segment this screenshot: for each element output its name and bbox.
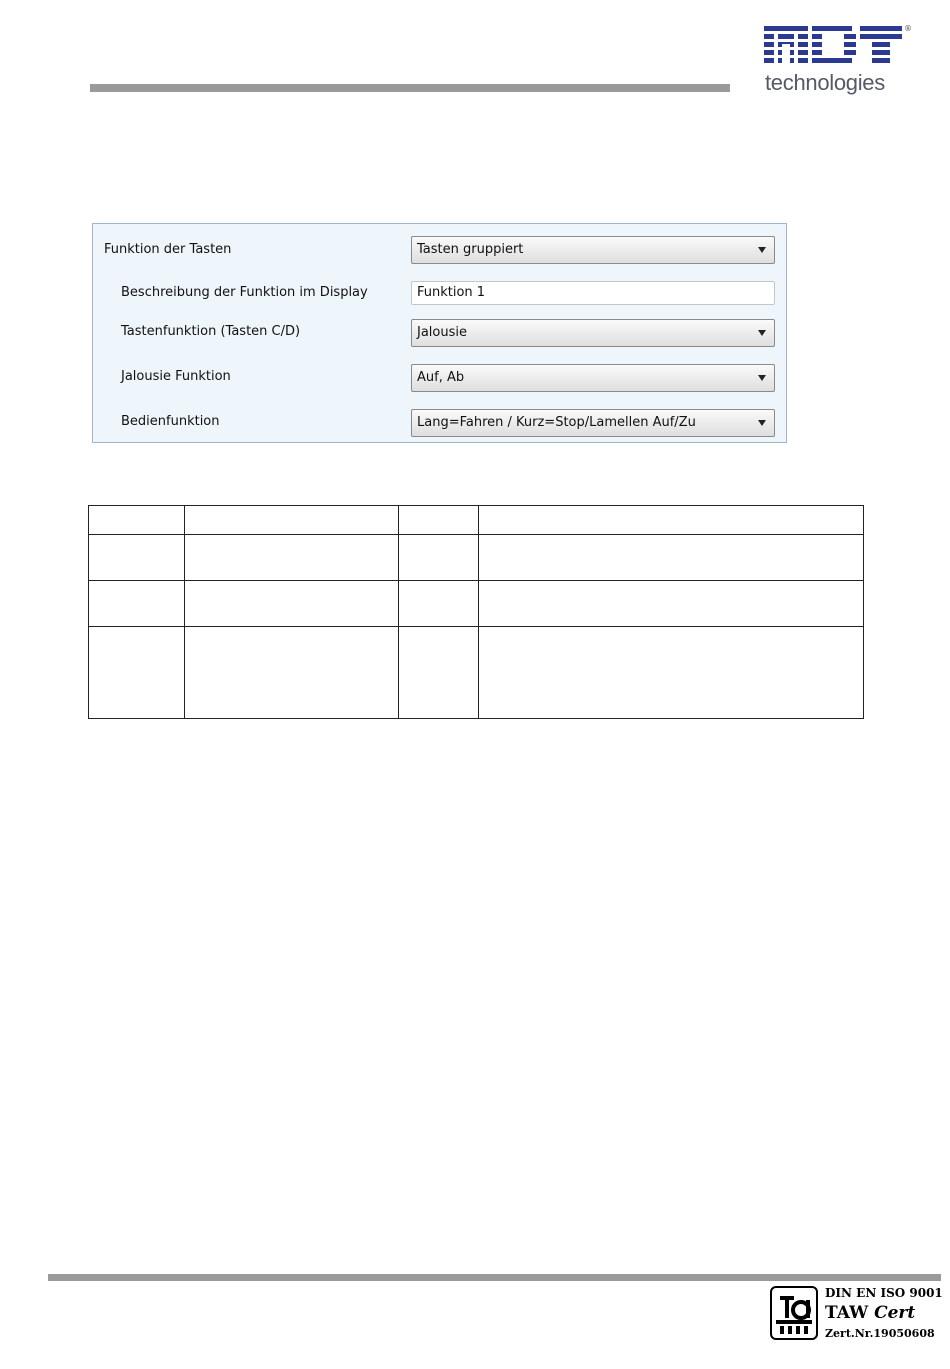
parameter-panel bbox=[92, 223, 787, 443]
table-cell bbox=[185, 506, 399, 535]
chevron-down-icon bbox=[758, 247, 766, 253]
table-cell bbox=[399, 581, 479, 627]
registered-mark: ® bbox=[904, 24, 912, 33]
table-cell bbox=[479, 581, 864, 627]
taw-seal-icon bbox=[772, 1288, 816, 1338]
table-cell bbox=[89, 581, 185, 627]
chevron-down-icon bbox=[758, 420, 766, 426]
param-label: Tastenfunktion (Tasten C/D) bbox=[121, 324, 301, 339]
jalousie-funktion-dropdown[interactable] bbox=[411, 364, 775, 392]
dropdown-value: Tasten gruppiert bbox=[417, 242, 524, 257]
param-row-tastenfunktion bbox=[93, 317, 786, 347]
param-row-funktion-der-tasten bbox=[93, 235, 786, 265]
tastenfunktion-dropdown[interactable] bbox=[411, 319, 775, 347]
param-label: Jalousie Funktion bbox=[121, 369, 231, 384]
table-cell bbox=[185, 627, 399, 719]
beschreibung-input[interactable] bbox=[411, 281, 775, 305]
table-row bbox=[89, 627, 864, 719]
chevron-down-icon bbox=[758, 375, 766, 381]
table-row bbox=[89, 506, 864, 535]
cert-issuer-cert: Cert bbox=[874, 1303, 916, 1323]
cert-issuer-taw: TAW bbox=[825, 1303, 869, 1323]
taw-cert-badge bbox=[770, 1286, 818, 1340]
table-cell bbox=[479, 535, 864, 581]
cert-standard: DIN EN ISO 9001 bbox=[825, 1286, 943, 1300]
mdt-logo-mark bbox=[764, 22, 904, 70]
param-row-jalousie-funktion bbox=[93, 362, 786, 392]
table-cell bbox=[89, 535, 185, 581]
table-cell bbox=[399, 506, 479, 535]
dropdown-value: Lang=Fahren / Kurz=Stop/Lamellen Auf/Zu bbox=[417, 415, 696, 430]
input-value: Funktion 1 bbox=[417, 285, 486, 300]
table-cell bbox=[479, 506, 864, 535]
table-row bbox=[89, 535, 864, 581]
cert-number: Zert.Nr.19050608 bbox=[825, 1327, 935, 1340]
cert-issuer bbox=[825, 1303, 915, 1323]
param-row-bedienfunktion bbox=[93, 407, 786, 437]
param-label: Beschreibung der Funktion im Display bbox=[121, 285, 368, 300]
table-row bbox=[89, 581, 864, 627]
header-rule bbox=[90, 84, 730, 92]
footer-rule bbox=[48, 1274, 941, 1281]
table-cell bbox=[185, 535, 399, 581]
table-cell bbox=[399, 535, 479, 581]
param-row-beschreibung bbox=[93, 278, 786, 308]
funktion-der-tasten-dropdown[interactable] bbox=[411, 236, 775, 264]
dropdown-value: Jalousie bbox=[417, 325, 467, 340]
table-cell bbox=[185, 581, 399, 627]
certification-block bbox=[770, 1286, 942, 1346]
chevron-down-icon bbox=[758, 330, 766, 336]
table-cell bbox=[479, 627, 864, 719]
table-cell bbox=[89, 627, 185, 719]
table-cell bbox=[399, 627, 479, 719]
logo-tagline: technologies bbox=[765, 70, 885, 95]
table-cell bbox=[89, 506, 185, 535]
bedienfunktion-dropdown[interactable] bbox=[411, 409, 775, 437]
dropdown-value: Auf, Ab bbox=[417, 370, 465, 385]
param-label: Funktion der Tasten bbox=[104, 242, 232, 257]
param-label: Bedienfunktion bbox=[121, 414, 220, 429]
mdt-logo bbox=[764, 22, 914, 102]
communication-objects-table bbox=[88, 505, 864, 719]
